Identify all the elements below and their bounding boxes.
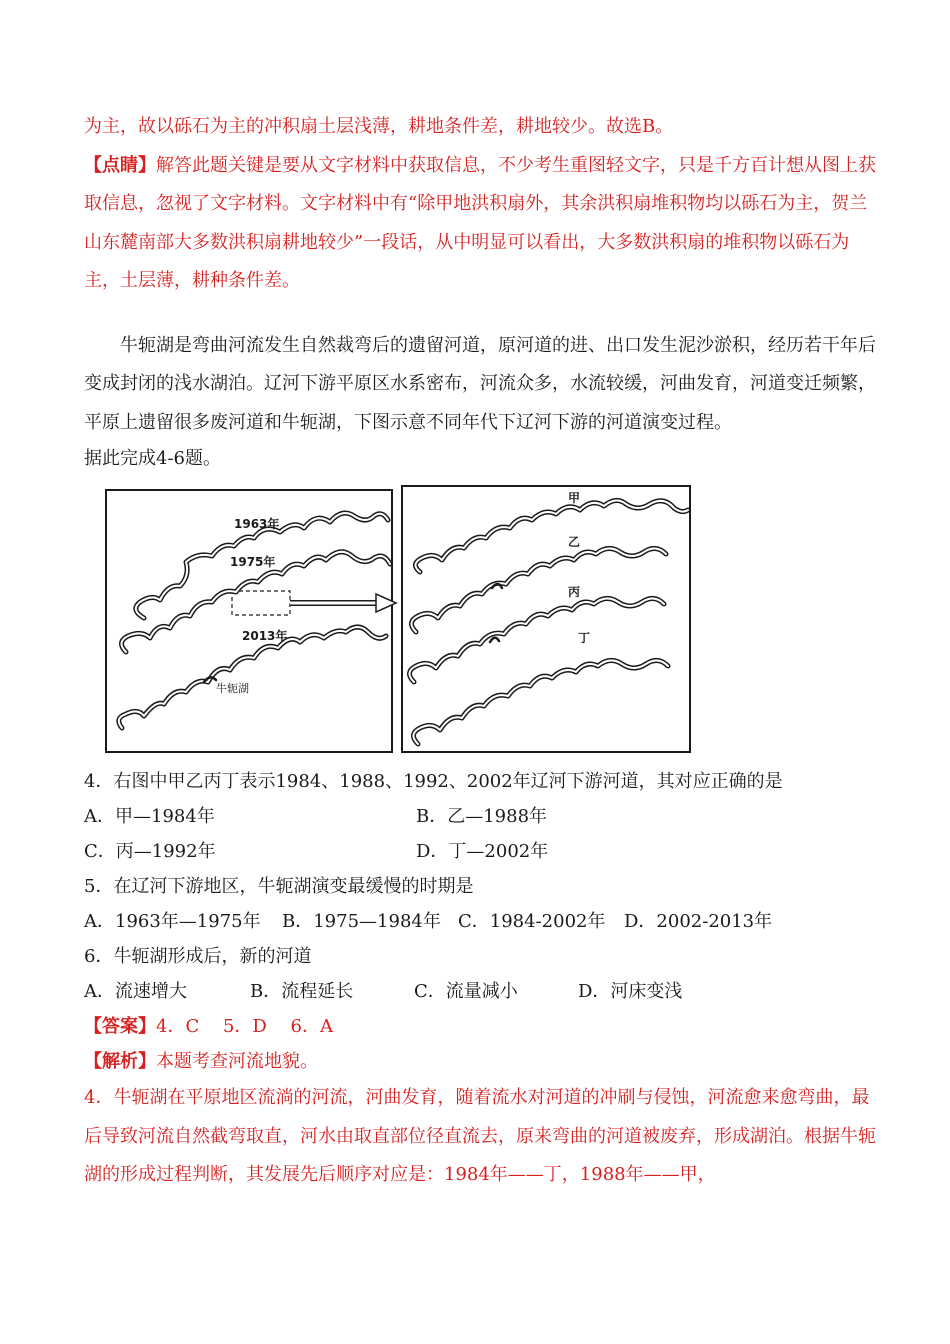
dianjing-paragraph [84, 147, 884, 301]
intro-paragraph: 牛轭湖是弯曲河流发生自然裁弯后的遗留河道，原河道的进、出口发生泥沙淤积，经历若干年后变成封闭的浅水湖泊。辽河下游平原区水系密布，河流众多，水流较缓，河曲发育，河道变迁频繁，平原上遗留很多废河道和牛轭湖，下图示意不同年代下辽河下游的河道演变过程。 [84, 334, 876, 433]
right-map-frame [402, 486, 690, 752]
label-oxbow: 牛轭湖 [216, 682, 249, 695]
river-ding [413, 660, 668, 744]
label-jia: 甲 [568, 491, 581, 505]
zoom-arrow [290, 594, 396, 612]
label-bing: 丙 [568, 585, 581, 599]
river-map-svg [104, 482, 708, 758]
river-bing [409, 598, 664, 682]
label-1975: 1975年 [230, 555, 276, 569]
river-yi [411, 548, 666, 632]
analysis-line [84, 1044, 884, 1079]
option: B．流程延长 [250, 981, 354, 1002]
question-4-options-2 [84, 834, 884, 869]
question-4-options [84, 799, 884, 834]
option: D．丁—2002年 [416, 841, 549, 862]
label-yi: 乙 [568, 535, 581, 549]
option: C．丙—1992年 [84, 841, 216, 862]
dianjing-tag: 【点睛】 [84, 154, 156, 176]
prev-explanation-end: 为主，故以砾石为主的冲积扇土层浅薄，耕地条件差，耕地较少。故选B。 [84, 116, 674, 137]
page-content [84, 108, 884, 1195]
option: C．1984-2002年 [458, 911, 606, 932]
option: C．流量减小 [414, 981, 518, 1002]
question-6-stem: 6．牛轭湖形成后，新的河道 [84, 946, 312, 967]
river-evolution-figure [104, 482, 708, 758]
label-ding: 丁 [578, 631, 591, 645]
question-5-options [84, 904, 884, 939]
zoom-box [232, 591, 290, 615]
question-6-options [84, 974, 884, 1009]
option: B．1975—1984年 [282, 911, 441, 932]
prompt-line: 据此完成4-6题。 [84, 448, 221, 469]
dianjing-text: 解答此题关键是要从文字材料中获取信息，不少考生重图轻文字，只是千方百计想从图上获取信息，忽视了文字材料。文字材料中有“除甲地洪积扇外，其余洪积扇堆积物均以砾石为主，贺兰山东麓南部大多数洪积扇耕地较少”一段话，从中明显可以看出，大多数洪积扇的堆积物以砾石为主，土层薄，耕种条件差。 [84, 154, 876, 291]
option: D．2002-2013年 [624, 911, 773, 932]
option: A．流速增大 [84, 981, 187, 1002]
questions [84, 764, 884, 1009]
label-1963: 1963年 [234, 517, 280, 531]
analysis-text: 本题考查河流地貌。 [156, 1051, 318, 1072]
answer-line [84, 1009, 884, 1044]
answer-text: 4．C 5．D 6．A [156, 1016, 334, 1037]
question-4-stem: 4．右图中甲乙丙丁表示1984、1988、1992、2002年辽河下游河道，其对应正确的是 [84, 771, 783, 792]
question-5-stem: 5．在辽河下游地区，牛轭湖演变最缓慢的时期是 [84, 876, 474, 897]
analysis-tag: 【解析】 [84, 1051, 156, 1072]
label-2013: 2013年 [242, 629, 288, 643]
answer-tag: 【答案】 [84, 1016, 156, 1037]
option: D．河床变浅 [578, 981, 683, 1002]
option: A．1963年—1975年 [84, 911, 261, 932]
option: B．乙—1988年 [416, 806, 548, 827]
analysis-q4: 4．牛轭湖在平原地区流淌的河流，河曲发育，随着流水对河道的冲刷与侵蚀，河流愈来愈弯曲，最后导致河流自然截弯取直，河水由取直部位径直流去，原来弯曲的河道被废弃，形成湖泊。根据牛轭湖的形成过程判断，其发展先后顺序对应是：1984年——丁，1988年——甲， [84, 1087, 876, 1185]
option: A．甲—1984年 [84, 806, 215, 827]
